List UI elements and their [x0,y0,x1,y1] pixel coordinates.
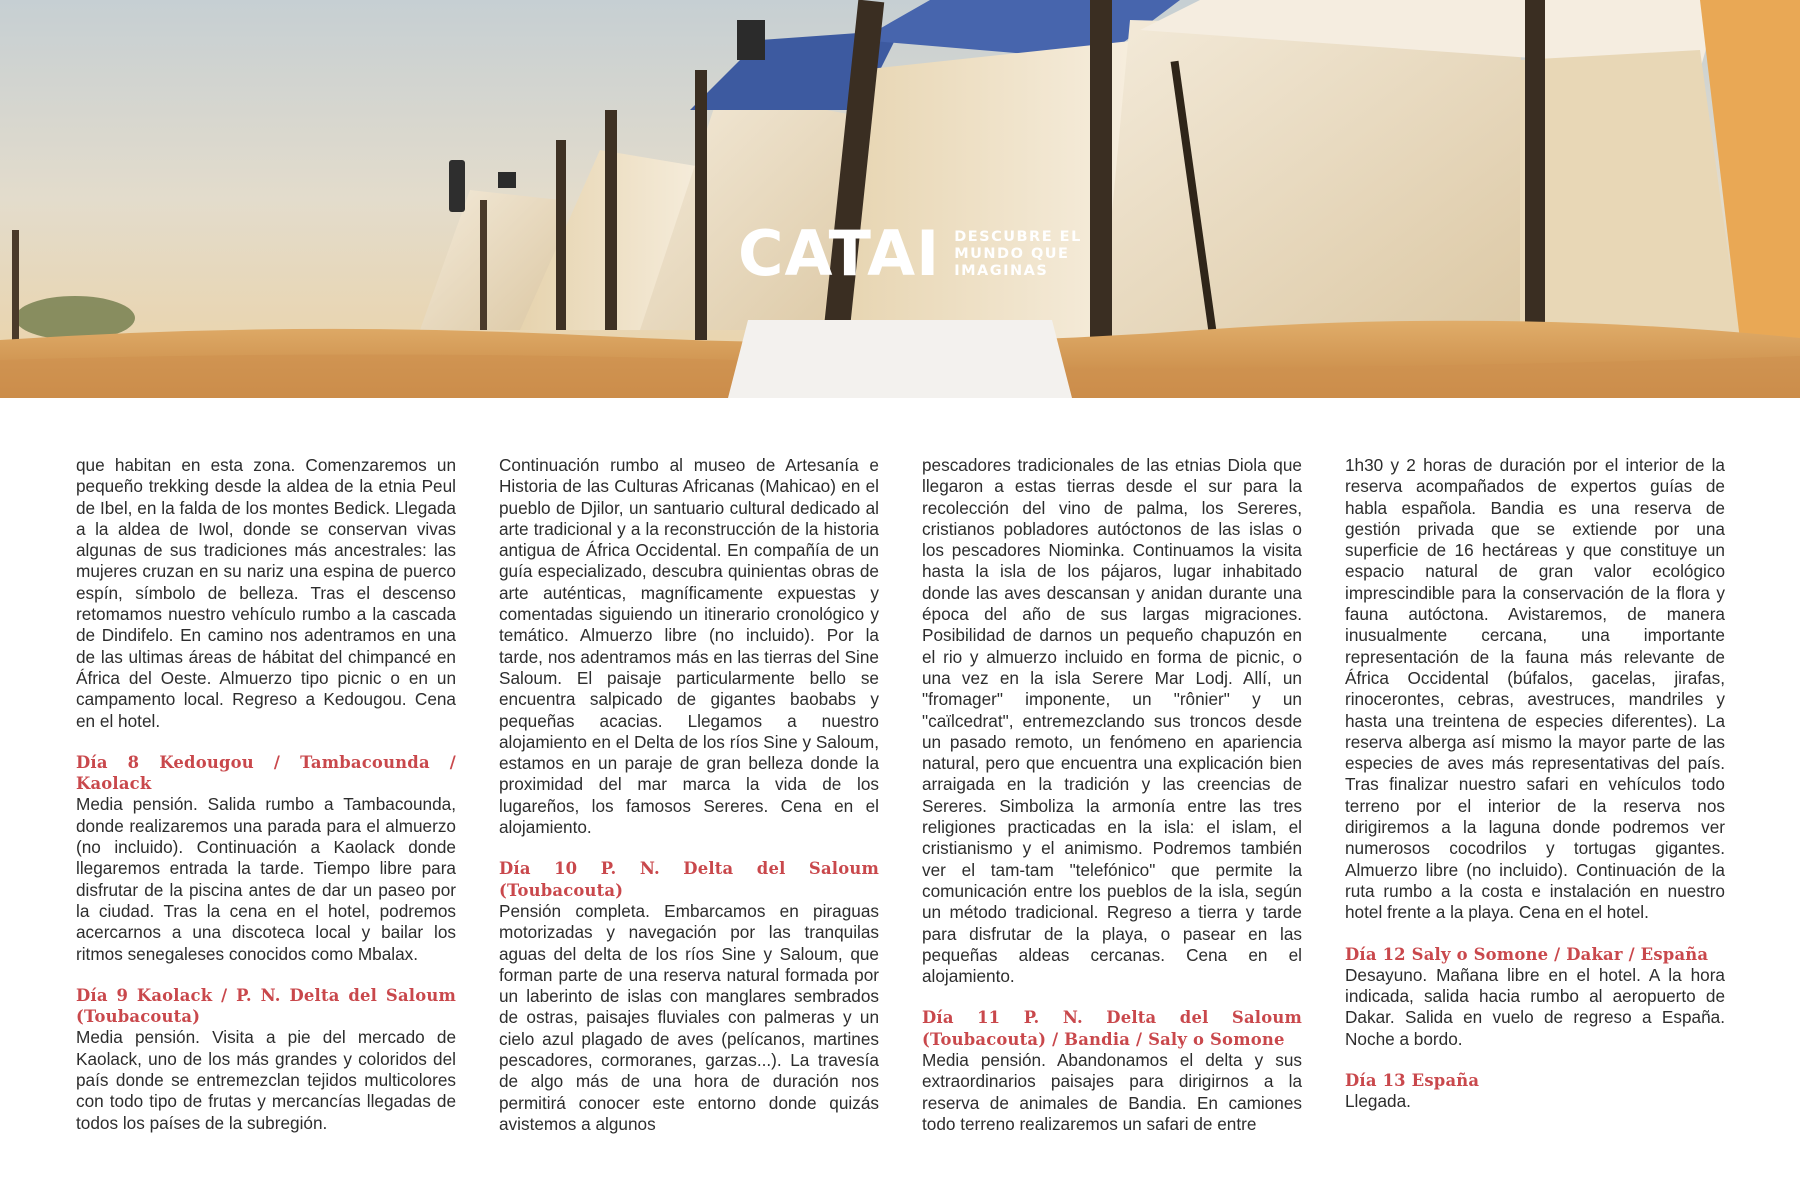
logo-tagline [954,229,1082,280]
hero-photo [0,0,1800,398]
day-11-heading: Día 11 P. N. Delta del Saloum (Toubacouta) / Bandia / Saly o Somone [922,1008,1302,1049]
continued-paragraph: Continuación rumbo al museo de Artesanía e Historia de las Culturas Africanas (Mahicao) en el pueblo de Djilor, un santuario cultural dedicado al arte tradicional y a la reconstrucción de la historia antigua de África Occidental. En compañía de un guía especializado, descubra quinientas obras de arte auténticas, magníficamente expuestas y comentadas siguiendo un itinerario cronológico y temático. Almuerzo libre (no incluido). Por la tarde, nos adentramos más en las tierras del Sine Saloum. El paisaje particularmente bello se encuentra salpicado de gigantes baobabs y pequeñas acacias. Llegamos a nuestro alojamiento en el Delta de los ríos Sine y Saloum, estamos en un paraje de gran belleza donde la proximidad del mar marca la vida de los lugareños, los famosos Sereres. Cena en el alojamiento. [499,455,879,838]
day-10-text: Pensión completa. Embarcamos en piraguas motorizadas y navegación por las tranquilas aguas del delta de los ríos Sine y Saloum, que forman parte de una reserva natural formada por un laberinto de islas con manglares sembrados de ostras, paisajes fluviales con palmeras y un cielo azul plagado de aves (pelícanos, martines pescadores, cormoranes, garzas...). La travesía de algo más de una hora de duración nos permitirá conocer este entorno donde quizás avistemos a algunos [499,900,879,1134]
day-12-text: Desayuno. Mañana libre en el hotel. A la hora indicada, salida hacia rumbo al aeropuerto de Dakar. Salida en vuelo de regreso a España. Noche a bordo. [1345,964,1725,1049]
text-column-1 [76,455,456,1134]
day-11-text: Media pensión. Abandonamos el delta y sus extraordinarios paisajes para dirigirnos a la reserva de animales de Bandia. En camiones todo terreno realizaremos un safari de entre [922,1050,1302,1134]
day-8-text: Media pensión. Salida rumbo a Tambacounda, donde realizaremos una parada para el almuerzo (no incluido). Continuación a Kaolack donde llegaremos entrada la tarde. Tiempo libre para disfrutar de la piscina antes de dar un paseo por la ciudad. Tras la cena en el hotel, podremos acercarnos a una discoteca local y bailar los ritmos senegaleses conocidos como Mbalax. [76,794,456,964]
continued-paragraph: que habitan en esta zona. Comenzaremos un pequeño trekking desde la aldea de la etnia Peul de Ibel, en la falda de los montes Bedick. Llegada a la aldea de Iwol, donde se conservan vivas algunas de sus tradiciones más ancestrales: las mujeres cruzan en su nariz una espina de puerco espín, símbolo de belleza. Tras el descenso retomamos nuestro vehículo rumbo a la cascada de Dindifelo. En camino nos adentramos en una de las ultimas áreas de hábitat del chimpancé en África del Oeste. Almuerzo tipo picnic o en un campamento local. Regreso a Kedougou. Cena en el hotel. [76,455,456,731]
continued-paragraph: pescadores tradicionales de las etnias Diola que llegaron a estas tierras desde el sur para la recolección del vino de palma, los Sereres, cristianos pobladores autóctonos de las islas o los pescadores Niominka. Continuamos la visita hasta la isla de los pájaros, lugar inhabitado donde las aves descansan y anidan durante una época del año de sus largas migraciones. Posibilidad de darnos un pequeño chapuzón en el rio y almuerzo incluido en forma de picnic, o una vez en la isla Serere Mar Lodj. Allí, un "fromager" imponente, un "rônier" y un "caïlcedrat", entremezclando sus troncos desde un pasado remoto, un fenómeno en apariencia natural, pero que encuentra una explicación bien arraigada en la tradición y las creencias de Sereres. Simboliza la armonía entre las tres religiones practicadas en la isla: el islam, el cristianismo y el animismo. Podremos también ver el tam-tam "telefónico" que permite la comunicación entre los pueblos de la isla, según un método tradicional. Regreso a tierra y tarde para disfrutar de la playa, o pasear en las pequeñas aldeas cercanas. Cena en el alojamiento. [922,455,1302,987]
logo-wordmark: CATAI [738,217,941,290]
day-13-heading: Día 13 España [1345,1071,1480,1091]
day-13-text: Llegada. [1345,1091,1411,1112]
day-8-heading: Día 8 Kedougou / Tambacounda / Kaolack [76,752,456,794]
tagline-line-2: MUNDO QUE [954,245,1070,262]
tagline-line-1: DESCUBRE EL [954,228,1082,245]
day-10-heading: Día 10 P. N. Delta del Saloum (Toubacouta) [499,859,879,900]
day-12-heading: Día 12 Saly o Somone / Dakar / España [1345,944,1709,964]
day-9-heading: Día 9 Kaolack / P. N. Delta del Saloum (Toubacouta) [76,985,456,1027]
continued-paragraph: 1h30 y 2 horas de duración por el interior de la reserva acompañados de expertos guías de habla española. Bandia es una reserva de gestión privada que se extiende por una superficie de 16 hectáreas y que constituye un espacio natural de gran valor ecológico imprescindible para la conservación de la flora y fauna autóctona. Avistaremos, de manera inusualmente cercana, una importante representación de la fauna más relevante de África Occidental (búfalos, gacelas, jirafas, rinocerontes, cebras, avestruces, mandriles y hasta una treintena de especies diferentes). La reserva alberga así mismo la mayor parte de las especies de aves más representativas del país. Tras finalizar nuestro safari en vehículos todo terreno por el interior de la reserva nos dirigiremos a la laguna donde podremos ver numerosos cocodrilos y tortugas gigantes. Almuerzo libre (no incluido). Continuación de la ruta rumbo a la costa e instalación en nuestro hotel frente a la playa. Cena en el hotel. [1345,455,1725,923]
catai-logo [738,217,1082,290]
day-9-text: Media pensión. Visita a pie del mercado de Kaolack, uno de los más grandes y coloridos del país donde se entremezclan tejidos multicolores con todo tipo de frutas y mercancías llegadas de todos los países de la subregión. [76,1027,456,1133]
tagline-line-3: IMAGINAS [954,262,1049,279]
text-column-3 [922,455,1302,1135]
hero-banner [0,0,1800,398]
text-column-2 [499,455,879,1135]
text-column-4 [1345,455,1725,1113]
